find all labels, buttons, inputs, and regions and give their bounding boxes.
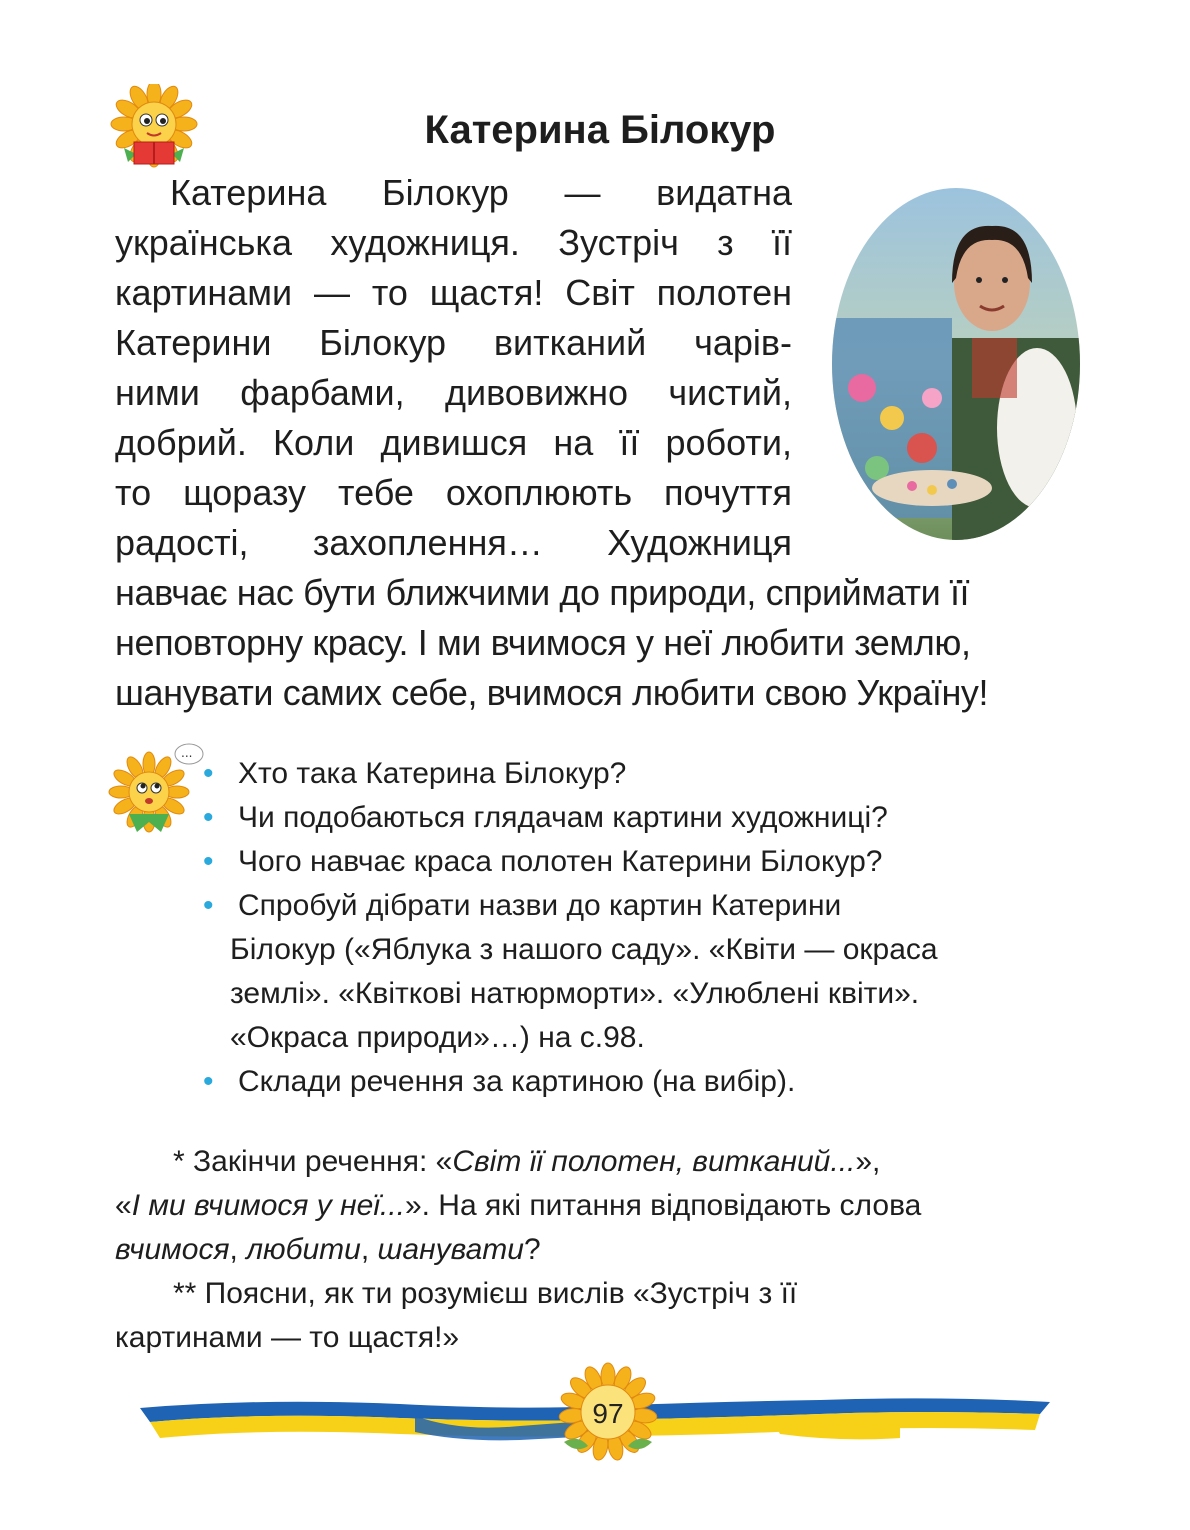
bullet-icon: • <box>203 1065 214 1098</box>
list-item: • Чи подобаються глядачам картини художниці? <box>203 796 1083 840</box>
intro-line: радості, захоплення… Художниця <box>115 522 792 563</box>
intro-line: українська художниця. Зустріч з її <box>115 222 792 263</box>
intro-line: Катерина Білокур — видатна <box>170 172 792 213</box>
intro-line: ними фарбами, дивовижно чистий, <box>115 372 792 413</box>
question-list <box>203 752 1083 1104</box>
task-two: ** Поясни, як ти розумієш вислів «Зустріч з її <box>173 1277 798 1310</box>
page-title: Катерина Білокур <box>424 108 776 152</box>
list-item: • Спробуй дібрати назви до картин Катерини Білокур («Яблука з нашого саду». «Квіти — окраса землі». «Квіткові натюрморти». «Улюблені квіти». «Окраса природи»…) на с.98. <box>203 884 1083 1060</box>
intro-line: Катерини Білокур витканий чарів- <box>115 322 792 363</box>
intro-line: то щоразу тебе охоплюють почуття <box>115 472 792 513</box>
reading-sunflower-icon <box>104 84 204 174</box>
list-item: • Склади речення за картиною (на вибір). <box>203 1060 1083 1104</box>
bullet-icon: • <box>203 757 214 790</box>
intro-line: картинами — то щастя! Світ полотен <box>115 272 792 313</box>
thinking-sunflower-icon <box>104 740 204 835</box>
tasks-block <box>115 1140 1090 1360</box>
list-item: • Чого навчає краса полотен Катерини Білокур? <box>203 840 1083 884</box>
intro-line: навчає нас бути ближчими до природи, сприймати її <box>115 572 970 613</box>
task-one-cont: «І ми вчимося у неї...». На які питання відповідають слова <box>115 1189 922 1222</box>
bullet-icon: • <box>203 801 214 834</box>
intro-line: добрий. Коли дивишся на її роботи, <box>115 422 792 463</box>
list-item: • Хто така Катерина Білокур? <box>203 752 1083 796</box>
list-item-continuation: землі». «Квіткові натюрморти». «Улюблені квіти». <box>230 977 920 1010</box>
bullet-icon: • <box>203 889 214 922</box>
intro-line: неповторну красу. І ми вчимося у неї любити землю, <box>115 622 971 663</box>
task-one: * Закінчи речення: «Світ її полотен, витканий...», <box>173 1145 881 1178</box>
svg-text:...: ... <box>181 746 193 760</box>
list-item-continuation: Білокур («Яблука з нашого саду». «Квіти — окраса <box>230 933 938 966</box>
task-one-cont: вчимося, любити, шанувати? <box>115 1233 541 1266</box>
intro-text <box>115 168 1080 718</box>
task-two-cont: картинами — то щастя!» <box>115 1321 460 1354</box>
list-item-continuation: «Окраса природи»…) на с.98. <box>230 1021 645 1054</box>
page-number: 97 <box>592 1398 624 1429</box>
intro-line: шанувати самих себе, вчимося любити свою Україну! <box>115 672 989 713</box>
bullet-icon: • <box>203 845 214 878</box>
